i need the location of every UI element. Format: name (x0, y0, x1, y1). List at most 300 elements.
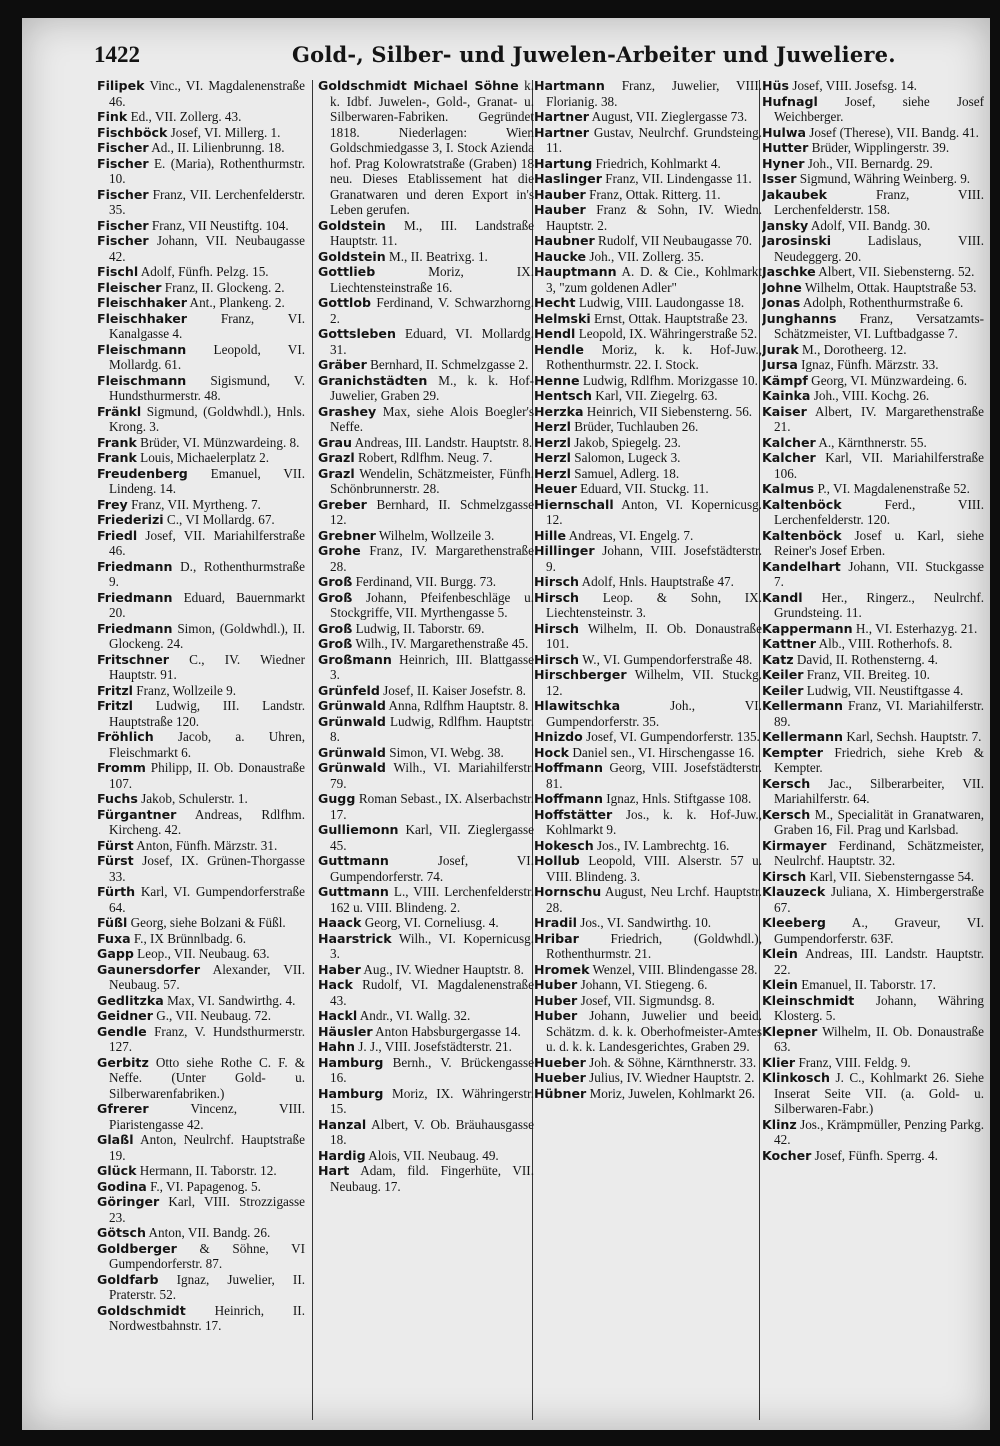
entry-details: Emanuel, II. Taborstr. 17. (801, 977, 936, 992)
directory-entry (97, 853, 305, 884)
entry-name: Gendle (97, 1023, 147, 1039)
entry-name: Grünwald (318, 760, 386, 775)
entry-name: Gottsleben (318, 326, 396, 341)
entry-details: Simon, (Goldwhdl.), II. Glockeng. 24. (109, 620, 305, 651)
directory-entry (534, 745, 762, 761)
entry-name: Kaltenböck (762, 527, 842, 543)
entry-details: Franz, VII. Lindengasse 11. (605, 171, 752, 186)
entry-name: Herzl (534, 465, 571, 481)
entry-details: Eduard, VII. Stuckg. 11. (580, 481, 709, 496)
directory-entry (97, 187, 305, 218)
entry-details: Ferdinand, Schätzmeister, Neulrchf. Hauptstr. 32. (774, 837, 984, 868)
entry-name: Haslinger (534, 171, 602, 186)
entry-name: Hock (534, 744, 570, 760)
entry-name: Klinz (762, 1116, 797, 1132)
entry-name: Fritzl (97, 682, 133, 698)
directory-entry (534, 729, 762, 745)
directory-entry (97, 466, 305, 497)
directory-entry (318, 1086, 534, 1117)
entry-name: Jonas (762, 295, 801, 310)
entry-details: Vinc., VI. Magdalenenstraße 46. (109, 78, 305, 109)
directory-entry (762, 233, 984, 264)
entry-name: Goldstein (318, 248, 386, 264)
entry-name: Goldstein (318, 217, 386, 233)
entry-details: Wilh., VI. Kopernicusg. 3. (330, 930, 534, 961)
entry-name: Hirschberger (534, 667, 627, 682)
entry-name: Fritschner (97, 651, 169, 667)
entry-details: Ant., Plankeng. 2. (189, 295, 285, 310)
directory-entry (534, 466, 762, 482)
directory-entry (318, 295, 534, 326)
directory-entry (534, 109, 762, 125)
entry-details: Ludwig, Rdlfhm. Hauptstr. 8. (330, 713, 534, 744)
entry-name: Hueber (534, 1070, 586, 1085)
entry-name: Frey (97, 496, 128, 512)
entry-name: Hackl (318, 1008, 358, 1023)
entry-details: Daniel sen., VI. Hirschengasse 16. (572, 744, 755, 760)
entry-details: Ludwig, III. Landstr. Hauptstraße 120. (109, 698, 305, 729)
entry-details: Josef, VII. Mariahilferstraße 46. (109, 527, 305, 558)
entry-name: Klinkosch (762, 1070, 830, 1085)
entry-name: Fink (97, 109, 128, 124)
directory-entry (534, 543, 762, 574)
entry-details: August, VII. Zieglergasse 73. (591, 109, 748, 124)
entry-name: Frank (97, 434, 137, 450)
directory-entry (762, 977, 984, 993)
entry-details: Georg, VI. Corneliusg. 4. (364, 915, 499, 930)
directory-entry (318, 683, 534, 699)
directory-entry (534, 156, 762, 172)
entry-details: Jos., IV. Lambrechtg. 16. (597, 837, 730, 853)
entry-name: Heuer (534, 481, 577, 496)
directory-entry (318, 373, 534, 404)
entry-details: Salomon, Lugeck 3. (574, 450, 681, 465)
entry-details: Franz, Wollzeile 9. (136, 682, 237, 698)
entry-details: Wilh., IV. Margarethenstraße 45. (355, 636, 529, 651)
entry-name: Haber (318, 961, 361, 977)
entry-details: Otto siehe Rothe C. F. & Neffe. (Unter Gold- u. Silberwarenfabriken.) (109, 1054, 305, 1101)
directory-page (22, 18, 990, 1430)
entry-details: Vincenz, VIII. Piaristengasse 42. (109, 1101, 305, 1132)
entry-details: Jakob, Schulerstr. 1. (141, 791, 248, 806)
entry-name: Henne (534, 372, 580, 388)
directory-entry (534, 853, 762, 884)
directory-entry (534, 404, 762, 420)
entry-details: Gustav, Neulrchf. Grundsteing. 11. (546, 124, 762, 155)
entry-details: Leopold, VIII. Alserstr. 57 u. VIII. Blindeng. 3. (546, 853, 762, 884)
entry-name: Hecht (534, 295, 576, 310)
directory-entry (318, 450, 534, 466)
entry-name: Goldberger (97, 1240, 177, 1256)
entry-name: Hokesch (534, 837, 594, 853)
entry-details: Josef, II. Kaiser Josefstr. 8. (383, 682, 526, 698)
entry-name: Groß (318, 574, 353, 589)
entry-name: Grazl (318, 450, 355, 465)
entry-name: Hauber (534, 202, 586, 217)
entry-details: Ernst, Ottak. Hauptstraße 23. (594, 310, 748, 326)
directory-entry (762, 621, 984, 637)
entry-name: Gugg (318, 791, 356, 806)
entry-details: Adolph, Rothenthurmstraße 6. (802, 295, 964, 310)
directory-entry (318, 760, 534, 791)
entry-name: Hromek (534, 961, 590, 977)
entry-name: Fleischmann (97, 341, 187, 357)
directory-entry (318, 621, 534, 637)
entry-details: Franz, VIII. Lerchenfelderstr. 158. (774, 186, 984, 217)
entry-name: Keiler (762, 667, 804, 682)
entry-name: Glaßl (97, 1132, 134, 1147)
directory-entry (97, 590, 305, 621)
directory-entry (318, 1055, 534, 1086)
entry-details: Ignaz, Juwelier, II. Praterstr. 52. (109, 1271, 305, 1302)
entry-details: Franz, VII. Breiteg. 10. (806, 667, 930, 682)
directory-entry (97, 78, 305, 109)
entry-name: Kalcher (762, 450, 816, 465)
entry-name: Hutter (762, 140, 809, 155)
directory-entry (97, 760, 305, 791)
entry-details: J. J., VIII. Josefstädterstr. 21. (358, 1039, 512, 1054)
entry-name: Filipek (97, 78, 145, 93)
directory-entry (534, 590, 762, 621)
entry-name: Granichstädten (318, 372, 428, 388)
directory-entry (762, 652, 984, 668)
directory-entry (97, 962, 305, 993)
directory-entry (534, 187, 762, 203)
entry-details: Leopold, IX. Währingerstraße 52. (578, 326, 758, 341)
entry-details: C., IV. Wiedner Hauptstr. 91. (109, 651, 305, 682)
entry-details: Josef, IX. Grünen-Thorgasse 33. (109, 853, 305, 884)
entry-details: Brüder, Tuchlauben 26. (574, 419, 699, 434)
entry-details: Josef, siehe Josef Weichberger. (774, 93, 984, 124)
entry-details: Wilhelm, Wollzeile 3. (378, 527, 495, 543)
entry-details: Karl, VII. Ziegelrg. 63. (595, 388, 718, 403)
entry-name: Hirsch (534, 589, 579, 605)
entry-name: Gerbitz (97, 1054, 149, 1070)
entry-details: Albert, IV. Margarethenstraße 21. (774, 403, 984, 434)
entry-details: Moriz, Juwelen, Kohlmarkt 26. (589, 1085, 756, 1101)
directory-entry (534, 419, 762, 435)
entry-name: Guttmann (318, 853, 389, 868)
entry-name: Geidner (97, 1008, 153, 1023)
directory-entry (318, 652, 534, 683)
entry-name: Jurak (762, 341, 799, 357)
directory-entry (534, 295, 762, 311)
directory-entry (97, 621, 305, 652)
directory-entry (534, 931, 762, 962)
directory-entry (762, 94, 984, 125)
entry-details: Sigismund, V. Hundsthurmerstr. 48. (109, 372, 305, 403)
entry-name: Hirsch (534, 574, 579, 589)
entry-details: Johann, Juwelier und beeid. Schätzm. d. k. k. Oberhofmeister-Amtes u. d. k. k. Landesgerichtes, Graben 29. (546, 1008, 762, 1054)
entry-details: Leopold, VI. Mollardg. 61. (109, 341, 305, 372)
entry-details: Joh., VII. Zollerg. 35. (589, 248, 704, 264)
entry-details: D., Rothenthurmstraße 9. (109, 558, 305, 589)
entry-name: Hartung (534, 155, 593, 171)
directory-entry (762, 481, 984, 497)
entry-name: Haarstrick (318, 930, 392, 946)
directory-entry (318, 915, 534, 931)
entry-details: Ludwig, II. Taborstr. 69. (355, 620, 485, 636)
entry-details: Alois, VII. Neubaug. 49. (368, 1147, 499, 1163)
entry-details: Friedrich, Kohlmarkt 4. (595, 155, 721, 171)
entry-name: Hlawitschka (534, 698, 621, 713)
entry-details: Georg, VI. Münzwardeing. 6. (811, 372, 968, 388)
entry-details: Josef, VI. Millerg. 1. (170, 124, 281, 140)
entry-details: Wilh., VI. Mariahilferstr. 79. (330, 760, 534, 791)
directory-entry (318, 745, 534, 761)
entry-details: Eduard, Bauernmarkt 20. (109, 589, 305, 620)
directory-entry (318, 714, 534, 745)
entry-name: Godina (97, 1178, 147, 1194)
entry-name: Isser (762, 171, 797, 186)
entry-details: G., VII. Neubaug. 72. (156, 1008, 271, 1023)
directory-entry (762, 698, 984, 729)
directory-entry (318, 574, 534, 590)
entry-details: Sigmund, Währing Weinberg. 9. (799, 171, 971, 186)
entry-details: & Söhne, VI Gumpendorferstr. 87. (109, 1240, 305, 1271)
page-title: Gold-, Silber- und Juwelen-Arbeiter und Juweliere. (292, 42, 896, 67)
entry-details: Joh., VI. Gumpendorferstr. 35. (546, 698, 762, 729)
entry-name: Gaunersdorfer (97, 961, 201, 977)
entry-details: Josef (Therese), VII. Bandg. 41. (809, 124, 979, 140)
directory-entry (97, 295, 305, 311)
entry-name: Hradil (534, 915, 577, 930)
directory-entry (762, 636, 984, 652)
entry-details: Johann, VII. Neubaugasse 42. (109, 233, 305, 264)
entry-name: Hartmann (534, 78, 605, 93)
entry-details: Philipp, II. Ob. Donaustraße 107. (109, 760, 305, 791)
entry-name: Kainka (762, 388, 811, 403)
entry-name: Johne (762, 279, 802, 295)
directory-entry (534, 481, 762, 497)
entry-name: Gräber (318, 357, 367, 372)
entry-name: Katz (762, 651, 794, 667)
entry-name: Fürgantner (97, 806, 177, 822)
directory-entry (534, 962, 762, 978)
entry-details: Joh. & Söhne, Kärnthnerstr. 33. (589, 1054, 757, 1070)
entry-name: Klein (762, 946, 798, 961)
entry-details: Rudolf, VII Neubaugasse 70. (598, 233, 752, 248)
directory-entry (762, 683, 984, 699)
entry-details: A., Kärnthnerstr. 55. (818, 434, 927, 450)
entry-name: Frank (97, 450, 137, 465)
entry-details: A., Graveur, VI. Gumpendorferstr. 63F. (774, 915, 984, 946)
entry-details: Anton, VI. Kopernicusg. 12. (546, 496, 762, 527)
directory-entry (97, 1194, 305, 1225)
entry-details: Moriz, IX. Liechtensteinstraße 16. (330, 264, 534, 295)
entry-name: Herzl (534, 450, 571, 465)
entry-name: Klier (762, 1054, 796, 1070)
column-rule (312, 80, 313, 1420)
directory-entry (97, 993, 305, 1009)
entry-name: Kersch (762, 775, 811, 791)
entry-details: Franz & Sohn, IV. Wiedn. Hauptstr. 2. (546, 202, 762, 233)
entry-details: Max, VI. Sandwirthg. 4. (167, 992, 296, 1008)
entry-details: Josef, VI. Gumpendorferstr. 135. (586, 729, 760, 744)
entry-name: Jursa (762, 357, 798, 372)
entry-name: Hartner (534, 109, 589, 124)
entry-name: Kandl (762, 589, 803, 605)
directory-entry (318, 249, 534, 265)
entry-name: Freudenberg (97, 465, 188, 481)
directory-entry (97, 342, 305, 373)
entry-name: Fleischhaker (97, 310, 187, 326)
entry-name: Fuchs (97, 791, 138, 806)
directory-entry (534, 233, 762, 249)
directory-entry (762, 993, 984, 1024)
entry-name: Kirmayer (762, 837, 827, 853)
directory-entry (534, 264, 762, 295)
entry-name: Fränkl (97, 403, 142, 419)
directory-entry (534, 977, 762, 993)
directory-entry (318, 218, 534, 249)
entry-name: Gottlob (318, 295, 372, 310)
directory-entry (97, 931, 305, 947)
directory-entry (318, 78, 534, 218)
directory-entry (762, 373, 984, 389)
entry-name: Fischl (97, 264, 139, 279)
directory-entry (762, 776, 984, 807)
directory-entry (762, 915, 984, 946)
directory-entry (762, 1055, 984, 1071)
entry-name: Keiler (762, 682, 804, 698)
entry-name: Kalmus (762, 481, 815, 496)
entry-details: W., VI. Gumpendorferstraße 48. (582, 651, 753, 667)
entry-details: Joh., VIII. Kochg. 26. (813, 388, 930, 403)
entry-name: Fuxa (97, 930, 131, 946)
entry-details: M., Specialität in Granatwaren, Graben 16, Fil. Prag und Karlsbad. (774, 806, 984, 837)
directory-entry (318, 962, 534, 978)
entry-name: Huber (534, 977, 578, 992)
entry-details: Adolf, Hnls. Hauptstraße 47. (581, 574, 734, 589)
directory-entry (97, 1241, 305, 1272)
directory-entry (97, 1008, 305, 1024)
entry-name: Hiernschall (534, 496, 614, 512)
entry-name: Greber (318, 496, 367, 512)
entry-details: David, II. Rothensterng. 4. (796, 651, 938, 667)
directory-entry (762, 311, 984, 342)
directory-entry (318, 977, 534, 1008)
entry-details: M., Dorotheerg. 12. (802, 341, 907, 357)
entry-details: Eduard, VI. Mollardg. 31. (330, 326, 534, 357)
directory-entry (534, 497, 762, 528)
directory-entry (97, 698, 305, 729)
directory-entry (762, 78, 984, 94)
entry-name: Grashey (318, 403, 377, 419)
entry-name: Göringer (97, 1194, 160, 1209)
entry-name: Hirsch (534, 651, 579, 667)
entry-name: Hirsch (534, 620, 579, 636)
entry-name: Kleeberg (762, 915, 826, 930)
directory-entry (97, 683, 305, 699)
directory-entry (534, 791, 762, 807)
directory-entry (318, 884, 534, 915)
entry-details: Wilhelm, Ottak. Hauptstraße 53. (804, 279, 977, 295)
entry-name: Haubner (534, 233, 595, 248)
entry-name: Kappermann (762, 620, 853, 636)
entry-name: Friedmann (97, 589, 173, 605)
directory-entry (762, 295, 984, 311)
entry-details: Franz, II. Glockeng. 2. (164, 279, 285, 295)
directory-entry (318, 435, 534, 451)
entry-details: Max, siehe Alois Boegler's Neffe. (330, 403, 534, 434)
entry-details: Franz, Ottak. Ritterg. 11. (589, 186, 721, 202)
directory-entry (97, 218, 305, 234)
entry-name: Kocher (762, 1147, 812, 1163)
entry-details: Robert, Rdlfhm. Neug. 7. (358, 450, 493, 465)
directory-entry (318, 466, 534, 497)
directory-entry (318, 1163, 534, 1194)
entry-name: Hillinger (534, 543, 595, 558)
entry-name: Helmski (534, 310, 591, 326)
entry-details: Friedrich, (Goldwhdl.), Rothenthurmstr. 21. (546, 930, 762, 961)
directory-entry (97, 1303, 305, 1334)
directory-entry (97, 652, 305, 683)
entry-name: Friedmann (97, 620, 173, 636)
entry-details: Brüder, VI. Münzwardeing. 8. (140, 434, 300, 450)
directory-entry (534, 249, 762, 265)
directory-entry (534, 698, 762, 729)
directory-entry (97, 559, 305, 590)
directory-entry (318, 822, 534, 853)
entry-name: Hanzal (318, 1116, 367, 1132)
entry-details: M., III. Landstraße Hauptstr. 11. (330, 217, 534, 248)
entry-details: L., VIII. Lerchenfelderstr. 162 u. VIII. Blindeng. 2. (330, 884, 534, 915)
directory-entry (762, 807, 984, 838)
directory-entry (318, 1024, 534, 1040)
directory-entry (762, 388, 984, 404)
entry-name: Grebner (318, 527, 376, 543)
entry-name: Jakaubek (762, 186, 827, 202)
entry-name: Kämpf (762, 372, 808, 388)
entry-details: Franz, VII. Myrtheng. 7. (131, 496, 261, 512)
entry-details: Moriz, IX. Währingerstr. 15. (330, 1085, 534, 1116)
entry-name: Grazl (318, 465, 355, 481)
directory-entry (97, 125, 305, 141)
entry-name: Friedmann (97, 558, 173, 574)
directory-entry (318, 264, 534, 295)
directory-entry (762, 156, 984, 172)
entry-name: Goldschmidt (97, 1302, 186, 1318)
entry-details: Johann, VII. Stuckgasse 7. (774, 558, 984, 589)
entry-details: Johann, Pfeifenbeschläge u. Stockgriffe, VII. Myrthengasse 5. (330, 589, 534, 620)
entry-name: Hüs (762, 78, 790, 93)
entry-details: Franz, VII. Lerchenfelderstr. 35. (109, 186, 305, 217)
entry-name: Häusler (318, 1023, 373, 1039)
directory-entry (762, 218, 984, 234)
entry-details: Jac., Silberarbeiter, VII. Mariahilferstr. 64. (774, 775, 984, 806)
directory-entry (318, 1148, 534, 1164)
entry-details: Karl, VIII. Strozzigasse 23. (109, 1194, 305, 1225)
directory-entry (534, 450, 762, 466)
entry-name: Grünwald (318, 698, 386, 713)
entry-details: F., IX Brünnlbadg. 6. (133, 930, 247, 946)
entry-name: Hulwa (762, 124, 806, 140)
directory-entry (97, 435, 305, 451)
directory-entry (97, 1179, 305, 1195)
entry-name: Groß (318, 589, 353, 605)
entry-name: Hornschu (534, 884, 602, 899)
directory-entry (762, 590, 984, 621)
entry-details: A. D. & Cie., Kohlmarkt 3, "zum goldenen Adler" (546, 264, 762, 295)
entry-name: Hufnagl (762, 93, 818, 109)
directory-entry (97, 404, 305, 435)
entry-details: Franz, Versatzamts-Schätzmeister, VI. Luftbadgasse 7. (774, 310, 984, 341)
directory-entry (97, 497, 305, 513)
directory-entry (534, 125, 762, 156)
entry-details: Jos., Krämpmüller, Penzing Parkg. 42. (774, 1116, 984, 1147)
entry-details: Rudolf, VI. Magdalenenstraße 43. (330, 977, 534, 1008)
